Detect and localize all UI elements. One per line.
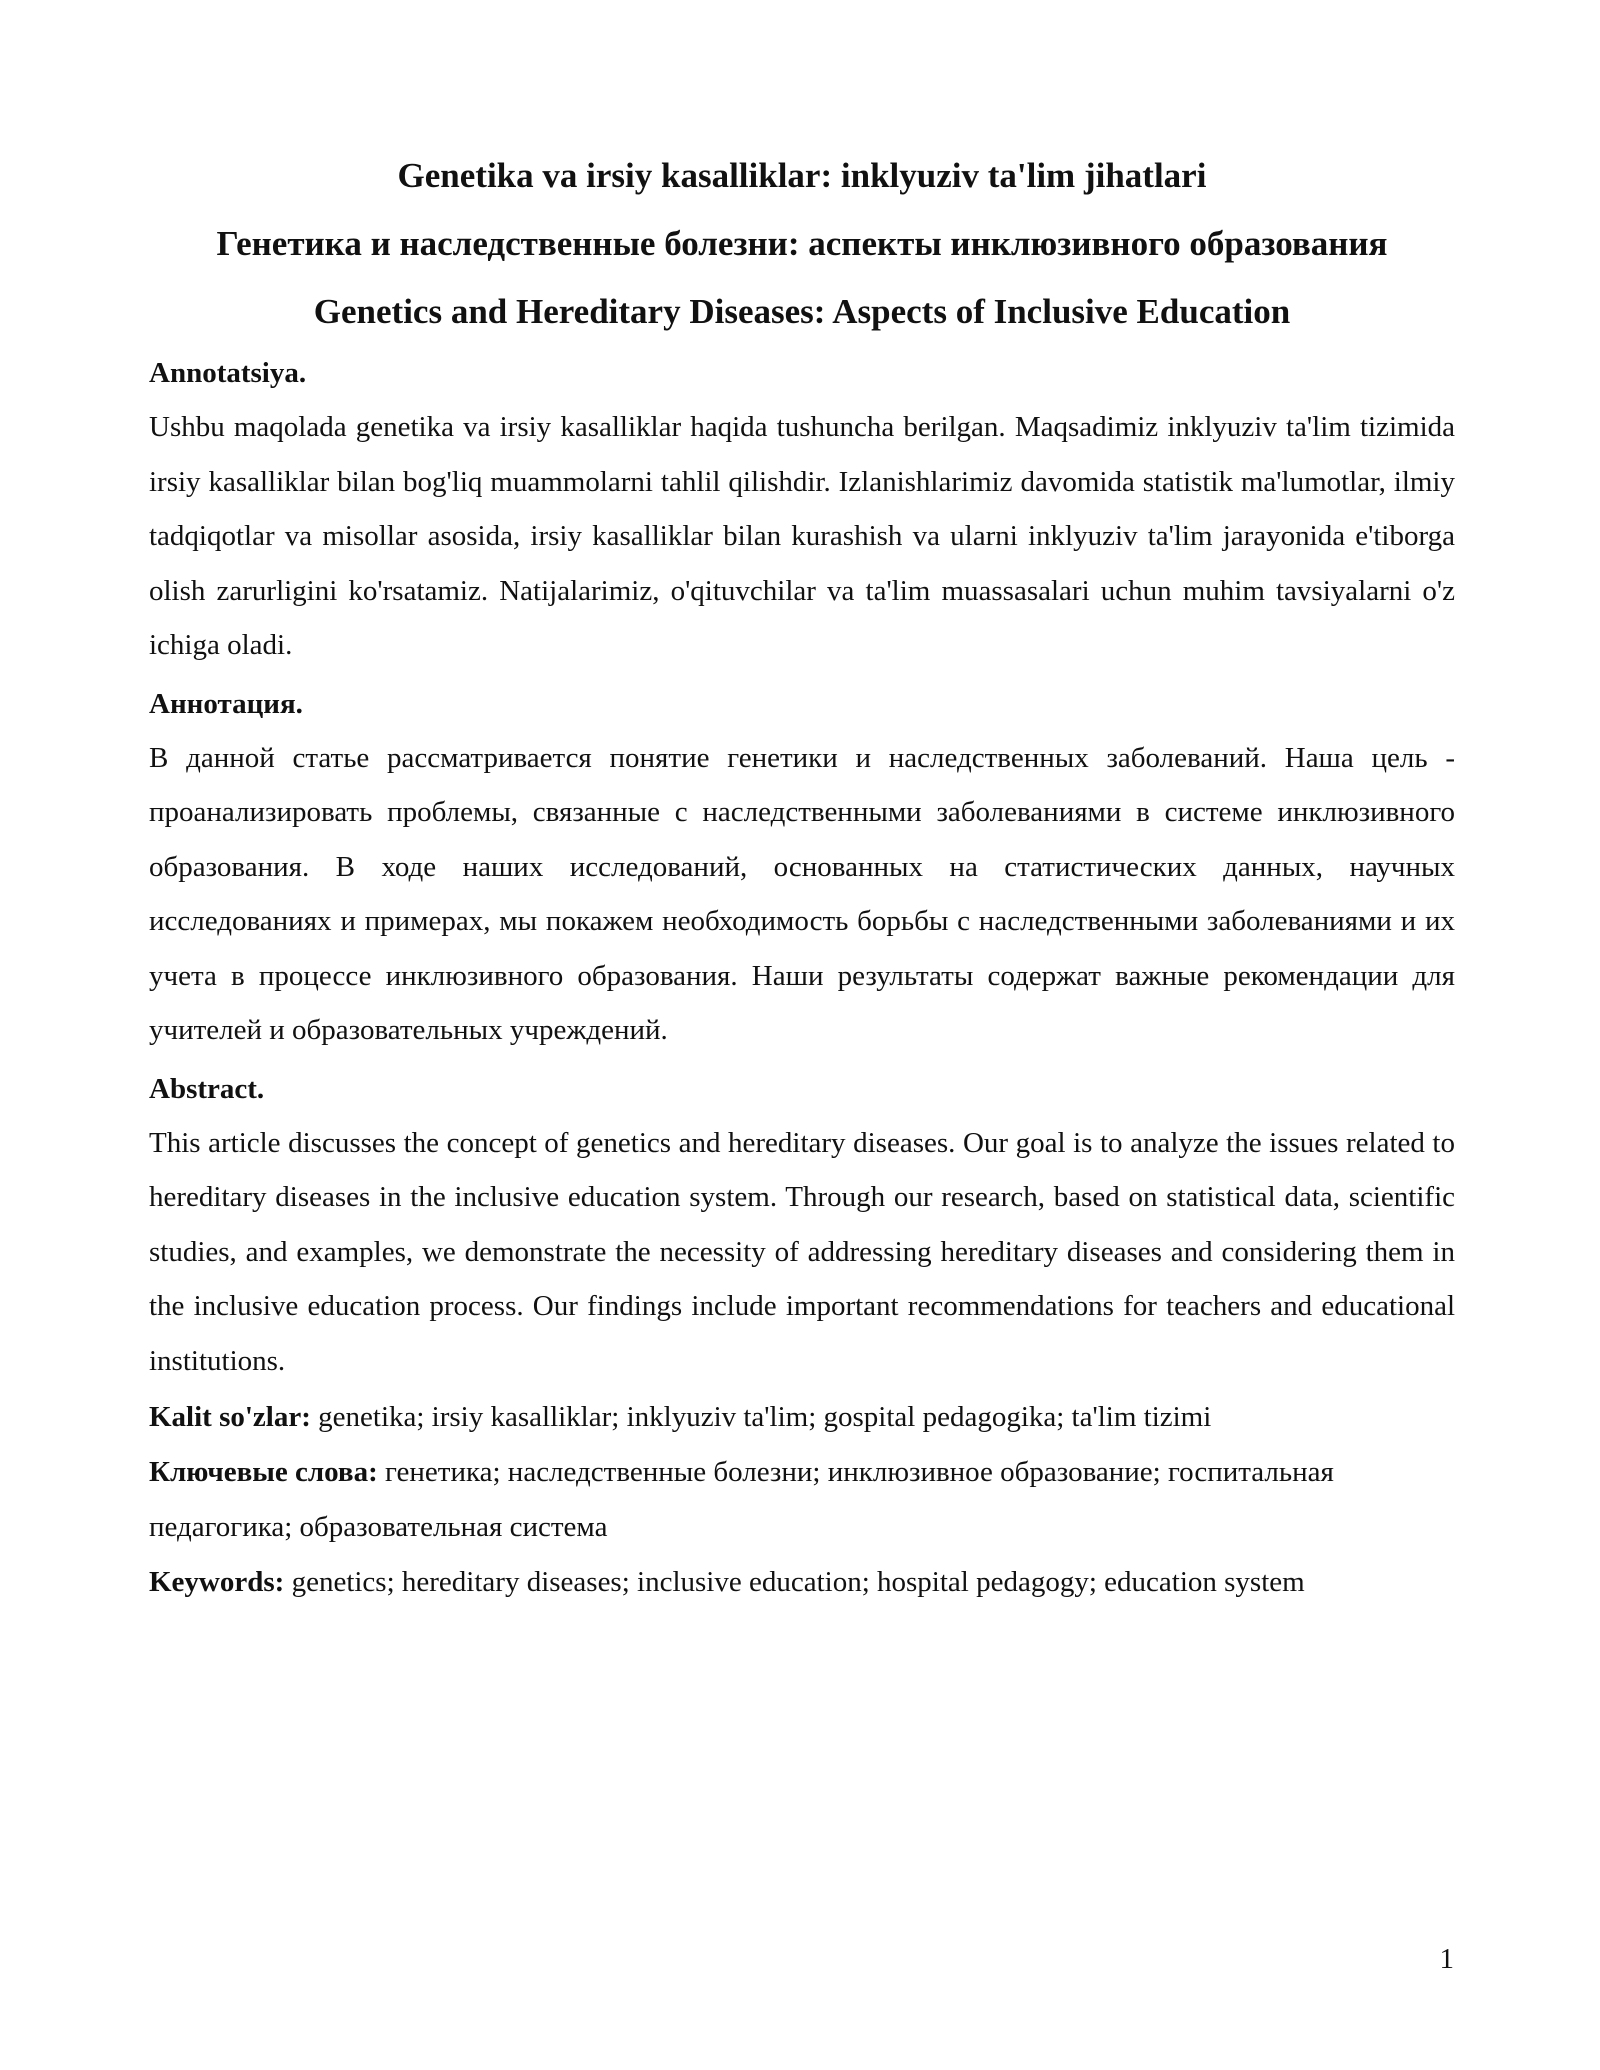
paper-page [149,142,1455,1610]
keywords-english-text: genetics; hereditary diseases; inclusive education; hospital pedagogy; education system [284,1566,1305,1598]
abstract-english [149,1062,1455,1389]
abstract-russian-text: В данной статье рассматривается понятие генетики и наследственных заболеваний. Наша цель - проанализировать проблемы, связанные с наследственными заболеваниями в системе инклюзивного образования. В ходе наших исследований, основанных на статистических данных, научных исследованиях и примерах, мы покажем необходимость борьбы с наследственными заболеваниями и их учета в процессе инклюзивного образования. Наши результаты содержат важные рекомендации для учителей и образовательных учреждений. [149,741,1455,1046]
abstract-english-text: This article discusses the concept of genetics and hereditary diseases. Our goal is to analyze the issues related to hereditary diseases in the inclusive education system. Through our research, based on statistical data, scientific studies, and examples, we demonstrate the necessity of addressing hereditary diseases and considering them in the inclusive education process. Our findings include important recommendations for teachers and educational institutions. [149,1126,1455,1377]
abstract-russian [149,677,1455,1058]
abstract-uzbek-text: Ushbu maqolada genetika va irsiy kasalliklar haqida tushuncha berilgan. Maqsadimiz inklyuziv ta'lim tizimida irsiy kasalliklar bilan bog'liq muammolarni tahlil qilishdir. Izlanishlarimiz davomida statistik ma'lumotlar, ilmiy tadqiqotlar va misollar asosida, irsiy kasalliklar bilan kurashish va ularni inklyuziv ta'lim jarayonida e'tiborga olish zarurligini ko'rsatamiz. Natijalarimiz, o'qituvchilar va ta'lim muassasalari uchun muhim tavsiyalarni o'z ichiga oladi. [149,411,1455,661]
abstract-uzbek [149,346,1455,673]
keywords-english-label: Keywords: [149,1566,285,1598]
title-uzbek: Genetika va irsiy kasalliklar: inklyuziv ta'lim jihatlari [397,156,1207,195]
abstract-russian-heading: Аннотация. [149,687,303,720]
keywords-block [149,1390,1455,1610]
abstract-english-heading: Abstract. [149,1072,265,1105]
keywords-uzbek-label: Kalit so'zlar: [149,1401,311,1433]
title-russian: Генетика и наследственные болезни: аспекты инклюзивного образования [216,224,1388,263]
abstract-uzbek-heading: Annotatsiya. [149,357,307,389]
page-number: 1 [1439,1943,1454,1975]
keywords-russian-text: генетика; наследственные болезни; инклюзивное образование; госпитальная педагогика; образовательная система [149,1456,1334,1543]
keywords-english [149,1555,1455,1610]
keywords-russian [149,1445,1455,1555]
keywords-uzbek [149,1390,1455,1445]
title-english: Genetics and Hereditary Diseases: Aspects of Inclusive Education [313,292,1291,331]
keywords-russian-label: Ключевые слова: [149,1456,378,1488]
keywords-uzbek-text: genetika; irsiy kasalliklar; inklyuziv ta'lim; gospital pedagogika; ta'lim tizimi [310,1401,1212,1433]
